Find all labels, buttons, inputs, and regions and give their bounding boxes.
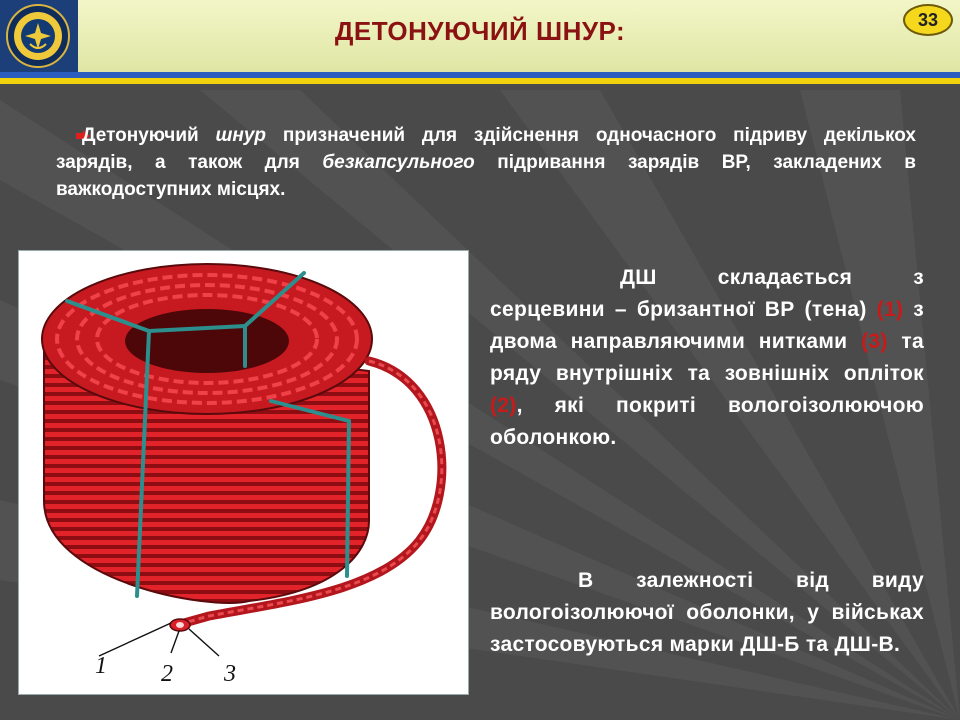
composition-description: ДШ складається з серцевини – бризантної ВР (тена) (1) з двома направляючими нитками (3) та ряду внутрішніх та зовнішніх опліток (2), які покриті вологоізолюючою оболонкою. [490,266,924,449]
figure-label-3: 3 [224,661,236,687]
detonating-cord-figure [18,250,469,695]
page-number-badge: 33 [903,4,953,36]
marker-1: (1) [876,298,904,321]
cord-coil-illustration [19,251,468,694]
intro-text: Детонуючий шнур призначений для здійснення одночасного підриву декількох зарядів, а також для безкапсульного підривання зарядів ВР, закладених в важкодоступних місцях. [56,125,916,200]
figure-label-2: 2 [161,661,173,687]
page-title: ДЕТОНУЮЧИЙ ШНУР: [334,16,626,46]
header-stripe-yellow [0,78,960,84]
figure-label-1: 1 [95,653,107,679]
marker-2: (2) [490,394,517,417]
brands-description: В залежності від виду вологоізолюючої оболонки, у військах застосовуються марки ДШ-Б та ДШ-В. [490,569,924,656]
marker-3: (3) [861,330,888,353]
